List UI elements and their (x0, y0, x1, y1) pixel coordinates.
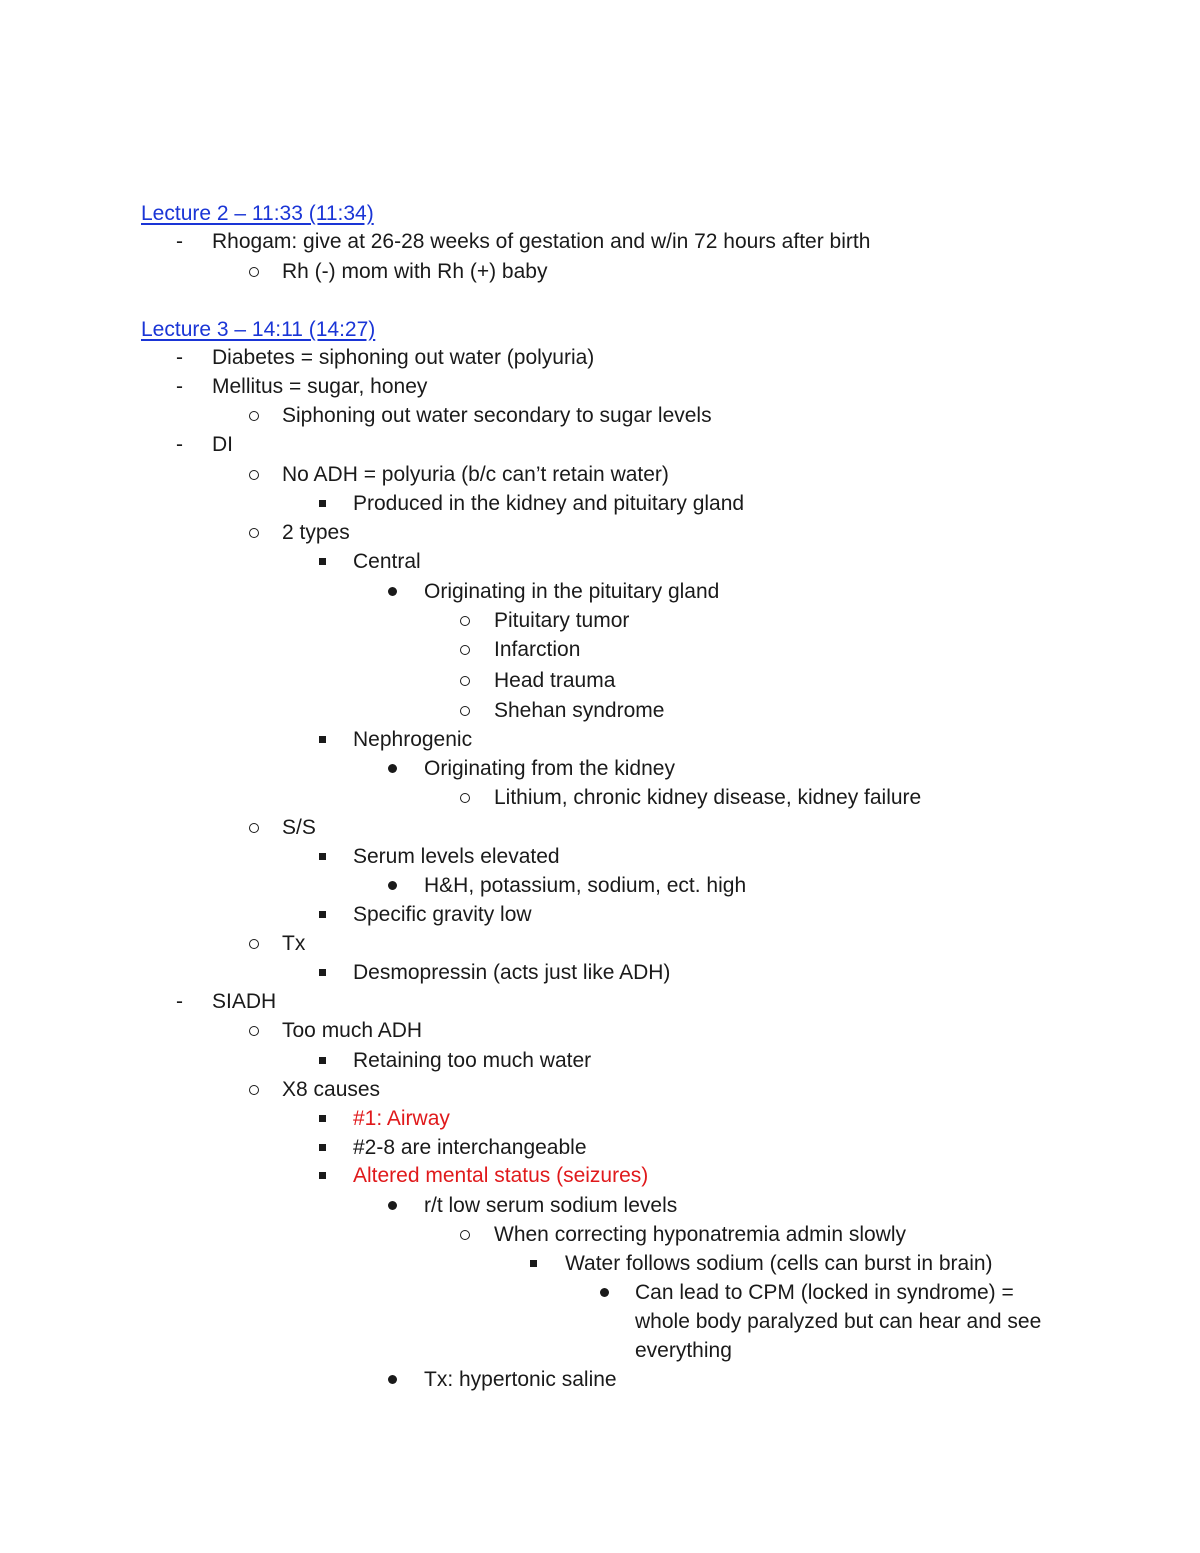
list-item: X8 causes (282, 1078, 381, 1101)
circle-bullet (460, 793, 470, 803)
list-item: Head trauma (494, 669, 616, 692)
dash-bullet: - (176, 346, 183, 369)
lecture-2-heading[interactable]: Lecture 2 – 11:33 (11:34) (141, 202, 374, 225)
square-bullet (319, 1172, 326, 1179)
list-item: Too much ADH (282, 1019, 423, 1042)
list-item: Retaining too much water (353, 1049, 592, 1072)
list-item: DI (212, 433, 233, 456)
list-item: Serum levels elevated (353, 845, 560, 868)
list-item: Can lead to CPM (locked in syndrome) = (635, 1281, 1014, 1304)
list-item: Siphoning out water secondary to sugar levels (282, 404, 712, 427)
list-item: Shehan syndrome (494, 699, 665, 722)
list-item: Mellitus = sugar, honey (212, 375, 428, 398)
circle-bullet (249, 267, 259, 277)
dot-bullet (388, 764, 397, 773)
list-item: Tx: hypertonic saline (424, 1368, 617, 1391)
square-bullet (319, 969, 326, 976)
square-bullet (319, 911, 326, 918)
square-bullet (319, 1115, 326, 1122)
list-item: r/t low serum sodium levels (424, 1194, 678, 1217)
dot-bullet (600, 1288, 609, 1297)
dash-bullet: - (176, 990, 183, 1013)
circle-bullet (460, 616, 470, 626)
dash-bullet: - (176, 375, 183, 398)
list-item: SIADH (212, 990, 277, 1013)
list-item: Produced in the kidney and pituitary gland (353, 492, 745, 515)
list-item: Originating from the kidney (424, 757, 675, 780)
square-bullet (319, 1057, 326, 1064)
list-item: Water follows sodium (cells can burst in brain) (565, 1252, 993, 1275)
dash-bullet: - (176, 230, 183, 253)
list-item: When correcting hyponatremia admin slowly (494, 1223, 907, 1246)
list-item: #2-8 are interchangeable (353, 1136, 587, 1159)
list-item: Tx (282, 932, 306, 955)
list-item: H&H, potassium, sodium, ect. high (424, 874, 747, 897)
circle-bullet (249, 470, 259, 480)
list-item: Originating in the pituitary gland (424, 580, 720, 603)
list-item: Central (353, 550, 421, 573)
square-bullet (319, 1144, 326, 1151)
list-item: Desmopressin (acts just like ADH) (353, 961, 671, 984)
square-bullet (319, 736, 326, 743)
list-item: Pituitary tumor (494, 609, 630, 632)
list-item: S/S (282, 816, 316, 839)
square-bullet (319, 558, 326, 565)
list-item: 2 types (282, 521, 350, 544)
square-bullet (319, 500, 326, 507)
list-item: Infarction (494, 638, 581, 661)
circle-bullet (460, 676, 470, 686)
dot-bullet (388, 881, 397, 890)
list-item-continuation: whole body paralyzed but can hear and see (635, 1310, 1042, 1333)
list-item: Diabetes = siphoning out water (polyuria) (212, 346, 595, 369)
list-item: No ADH = polyuria (b/c can’t retain water) (282, 463, 669, 486)
circle-bullet (249, 939, 259, 949)
list-item: Specific gravity low (353, 903, 532, 926)
circle-bullet (460, 706, 470, 716)
dot-bullet (388, 587, 397, 596)
square-bullet (319, 853, 326, 860)
circle-bullet (249, 823, 259, 833)
dash-bullet: - (176, 433, 183, 456)
circle-bullet (249, 1026, 259, 1036)
list-item: Nephrogenic (353, 728, 473, 751)
square-bullet (530, 1260, 537, 1267)
lecture-3-heading[interactable]: Lecture 3 – 14:11 (14:27) (141, 318, 376, 341)
circle-bullet (249, 1085, 259, 1095)
list-item-highlight: Altered mental status (seizures) (353, 1164, 649, 1187)
list-item: Rh (-) mom with Rh (+) baby (282, 260, 548, 283)
dot-bullet (388, 1375, 397, 1384)
list-item-continuation: everything (635, 1339, 732, 1362)
circle-bullet (460, 645, 470, 655)
dot-bullet (388, 1201, 397, 1210)
circle-bullet (249, 411, 259, 421)
list-item: Lithium, chronic kidney disease, kidney failure (494, 786, 922, 809)
list-item-highlight: #1: Airway (353, 1107, 450, 1130)
list-item: Rhogam: give at 26-28 weeks of gestation and w/in 72 hours after birth (212, 230, 871, 253)
circle-bullet (249, 528, 259, 538)
circle-bullet (460, 1230, 470, 1240)
